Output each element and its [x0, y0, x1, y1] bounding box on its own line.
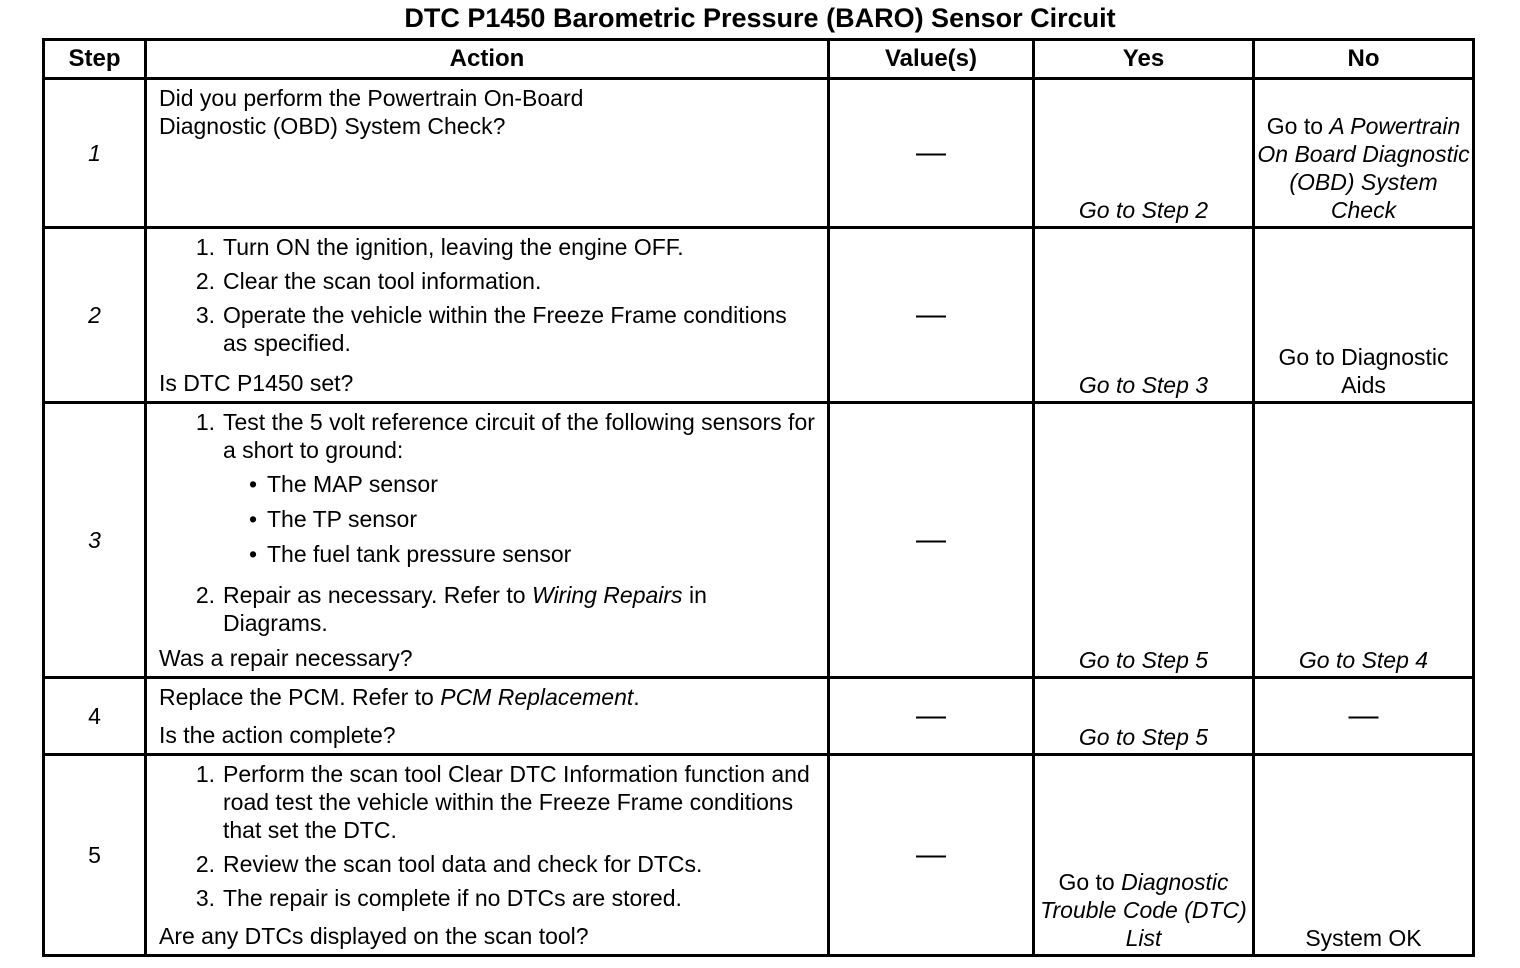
step-number: 3 [44, 403, 146, 678]
question-text: Are any DTCs displayed on the scan tool? [159, 923, 589, 949]
no-cell: System OK [1254, 755, 1474, 956]
no-cell: Go to Step 4 [1254, 403, 1474, 678]
action-cell [146, 79, 829, 228]
question-text: Was a repair necessary? [159, 645, 413, 671]
bullet-list [223, 470, 817, 568]
diagnostic-table [42, 38, 1475, 957]
action-cell [146, 403, 829, 678]
table-row [44, 755, 1474, 956]
yes-cell [1034, 755, 1254, 956]
list-item: 3. Operate the vehicle within the Freeze Frame conditions as specified. [195, 302, 787, 356]
numbered-list [159, 408, 817, 637]
question-text: Is DTC P1450 set? [159, 370, 354, 396]
yes-cell: Go to Step 3 [1034, 228, 1254, 403]
yes-cell: Go to Step 5 [1034, 678, 1254, 755]
list-item: • The fuel tank pressure sensor [248, 541, 572, 567]
list-item: 2. Clear the scan tool information. [195, 268, 542, 294]
no-cell [1254, 228, 1474, 403]
list-item: • The TP sensor [248, 506, 418, 532]
action-cell [146, 228, 829, 403]
header-row [44, 40, 1474, 79]
action-cell [146, 678, 829, 755]
value-cell: — [829, 755, 1034, 956]
list-item: 1. Test the 5 volt reference circuit of the following sensors for a short to ground: • The MAP sensor • The TP sensor • The fuel tank pressure sensor [159, 408, 817, 575]
value-cell: — [829, 228, 1034, 403]
page-title: DTC P1450 Barometric Pressure (BARO) Sensor Circuit [404, 3, 1116, 33]
step-number: 1 [44, 79, 146, 228]
value-cell: — [829, 403, 1034, 678]
yes-cell: Go to Step 2 [1034, 79, 1254, 228]
no-cell: — [1254, 678, 1474, 755]
header-step: Step [44, 40, 146, 79]
list-item: • The MAP sensor [248, 471, 438, 497]
no-text: Go to Diagnostic Aids [1278, 344, 1449, 398]
question-text: Is the action complete? [159, 722, 396, 748]
value-cell: — [829, 678, 1034, 755]
action-text: Replace the PCM. Refer to PCM Replacement. [159, 684, 640, 710]
list-item: 2. Repair as necessary. Refer to Wiring Repairs in Diagrams. [195, 582, 707, 636]
numbered-list [159, 760, 817, 912]
table-row [44, 403, 1474, 678]
no-link-text: A Powertrain On Board Diagnostic (OBD) System Check [1257, 113, 1470, 223]
list-item: 1. Turn ON the ignition, leaving the engine OFF. [195, 234, 684, 260]
list-item: 2. Review the scan tool data and check for DTCs. [195, 851, 703, 877]
table-row [44, 228, 1474, 403]
step-number: 5 [44, 755, 146, 956]
value-cell: — [829, 79, 1034, 228]
table-row [44, 678, 1474, 755]
no-cell [1254, 79, 1474, 228]
no-prefix: Go to [1266, 113, 1324, 139]
header-no: No [1254, 40, 1474, 79]
header-values: Value(s) [829, 40, 1034, 79]
action-text: Did you perform the Powertrain On-Board Diagnostic (OBD) System Check? [159, 85, 584, 139]
list-item: 1. Perform the scan tool Clear DTC Information function and road test the vehicle within the Freeze Frame conditions that set the DTC. [195, 761, 810, 843]
yes-prefix: Go to [1058, 869, 1115, 895]
yes-cell: Go to Step 5 [1034, 403, 1254, 678]
header-yes: Yes [1034, 40, 1254, 79]
step-number: 2 [44, 228, 146, 403]
table-row [44, 79, 1474, 228]
numbered-list [159, 233, 817, 357]
action-cell [146, 755, 829, 956]
header-action: Action [146, 40, 829, 79]
list-item: 3. The repair is complete if no DTCs are stored. [195, 885, 682, 911]
step-number: 4 [44, 678, 146, 755]
yes-link-text: Diagnostic Trouble Code (DTC) List [1040, 869, 1247, 951]
